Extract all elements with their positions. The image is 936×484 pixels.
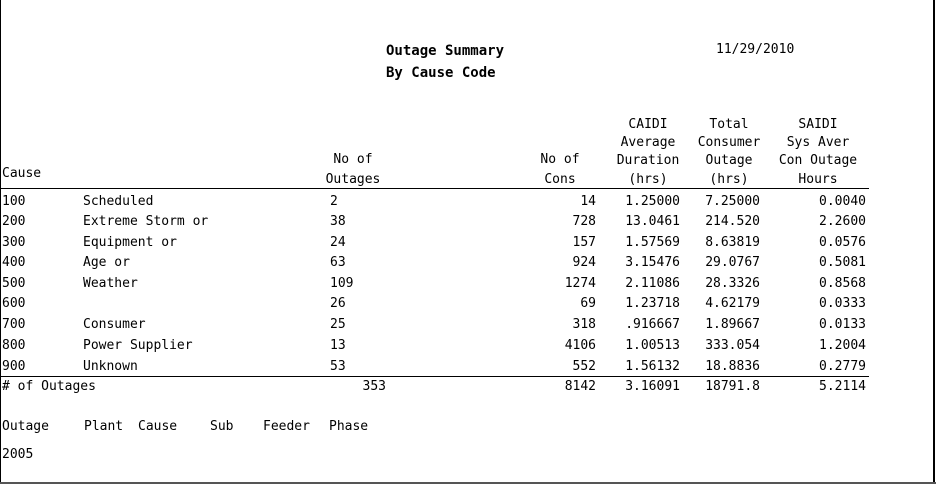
totals-total-outage: 18791.8: [705, 379, 760, 394]
header-saidi-line3: Con Outage: [778, 153, 858, 168]
outages-count: 25: [330, 317, 346, 332]
caidi-value: 3.15476: [625, 255, 680, 270]
header-caidi-line3: Duration: [616, 153, 680, 168]
header-cause: Cause: [2, 166, 42, 181]
report-title: Outage Summary: [386, 43, 505, 59]
header-saidi-line1: SAIDI: [798, 117, 838, 132]
saidi-value: 0.0333: [819, 296, 866, 311]
cause-code: 100: [2, 194, 26, 209]
cons-count: 69: [580, 296, 596, 311]
header-caidi-line1: CAIDI: [628, 117, 668, 132]
outages-count: 24: [330, 235, 346, 250]
cause-code: 300: [2, 235, 26, 250]
saidi-value: 0.0576: [819, 235, 866, 250]
total-outage-value: 29.0767: [705, 255, 760, 270]
cons-count: 728: [572, 214, 596, 229]
saidi-value: 0.0040: [819, 194, 866, 209]
caidi-value: 1.00513: [625, 338, 680, 353]
header-cons-line1: No of: [540, 152, 580, 167]
outages-count: 38: [330, 214, 346, 229]
cause-description: Scheduled: [83, 194, 154, 209]
saidi-value: 0.0133: [819, 317, 866, 332]
total-outage-value: 18.8836: [705, 359, 760, 374]
cause-description: Unknown: [83, 359, 138, 374]
detail-col-cause: Cause: [138, 419, 178, 434]
totals-cons: 8142: [564, 379, 596, 394]
outages-count: 2: [330, 194, 338, 209]
detail-col-outage: Outage: [2, 419, 49, 434]
cons-count: 4106: [564, 338, 596, 353]
header-caidi-line4: (hrs): [628, 172, 668, 187]
cause-code: 600: [2, 296, 26, 311]
total-outage-value: 214.520: [705, 214, 760, 229]
cause-code: 700: [2, 317, 26, 332]
report-subtitle: By Cause Code: [386, 65, 496, 81]
header-rule: [0, 188, 869, 189]
outages-count: 63: [330, 255, 346, 270]
cause-code: 500: [2, 276, 26, 291]
saidi-value: 1.2004: [819, 338, 866, 353]
cause-code: 400: [2, 255, 26, 270]
detail-col-plant: Plant: [84, 419, 124, 434]
cause-code: 200: [2, 214, 26, 229]
cause-description: Weather: [83, 276, 138, 291]
page-right-border: [933, 0, 935, 484]
header-total-line2: Consumer: [697, 135, 761, 150]
caidi-value: 2.11086: [625, 276, 680, 291]
total-outage-value: 8.63819: [705, 235, 760, 250]
detail-col-sub: Sub: [210, 419, 234, 434]
header-total-line3: Outage: [705, 153, 753, 168]
totals-rule: [0, 376, 869, 377]
cons-count: 924: [572, 255, 596, 270]
detail-outage-number: 2005: [2, 447, 34, 462]
total-outage-value: 1.89667: [705, 317, 760, 332]
outages-count: 53: [330, 359, 346, 374]
detail-col-feeder: Feeder: [263, 419, 310, 434]
caidi-value: 1.23718: [625, 296, 680, 311]
cons-count: 14: [580, 194, 596, 209]
total-outage-value: 333.054: [705, 338, 760, 353]
total-outage-value: 7.25000: [705, 194, 760, 209]
header-caidi-line2: Average: [620, 135, 676, 150]
report-date: 11/29/2010: [716, 42, 795, 57]
totals-saidi: 5.2114: [819, 379, 866, 394]
outages-count: 26: [330, 296, 346, 311]
outages-count: 13: [330, 338, 346, 353]
header-saidi-line2: Sys Aver: [786, 135, 850, 150]
header-total-line4: (hrs): [709, 172, 749, 187]
cons-count: 318: [572, 317, 596, 332]
saidi-value: 0.8568: [819, 276, 866, 291]
header-outages-line1: No of: [333, 152, 373, 167]
total-outage-value: 28.3326: [705, 276, 760, 291]
cause-code: 800: [2, 338, 26, 353]
cause-description: Extreme Storm or: [83, 214, 209, 229]
cause-description: Equipment or: [83, 235, 177, 250]
detail-col-phase: Phase: [329, 419, 369, 434]
header-outages-line2: Outages: [325, 172, 381, 187]
cause-description: Power Supplier: [83, 338, 193, 353]
caidi-value: 1.56132: [625, 359, 680, 374]
cause-description: Consumer: [83, 317, 146, 332]
caidi-value: 13.0461: [625, 214, 680, 229]
page-left-border: [0, 0, 1, 484]
header-saidi-line4: Hours: [798, 172, 838, 187]
caidi-value: 1.25000: [625, 194, 680, 209]
caidi-value: .916667: [625, 317, 680, 332]
total-outage-value: 4.62179: [705, 296, 760, 311]
caidi-value: 1.57569: [625, 235, 680, 250]
saidi-value: 0.5081: [819, 255, 866, 270]
cons-count: 157: [572, 235, 596, 250]
totals-label: # of Outages: [2, 379, 96, 394]
totals-caidi: 3.16091: [625, 379, 680, 394]
outages-count: 109: [330, 276, 354, 291]
cause-code: 900: [2, 359, 26, 374]
cons-count: 552: [572, 359, 596, 374]
saidi-value: 0.2779: [819, 359, 866, 374]
header-total-line1: Total: [709, 117, 749, 132]
cause-description: Age or: [83, 255, 130, 270]
header-cons-line2: Cons: [544, 172, 576, 187]
saidi-value: 2.2600: [819, 214, 866, 229]
cons-count: 1274: [564, 276, 596, 291]
totals-outages: 353: [362, 379, 386, 394]
